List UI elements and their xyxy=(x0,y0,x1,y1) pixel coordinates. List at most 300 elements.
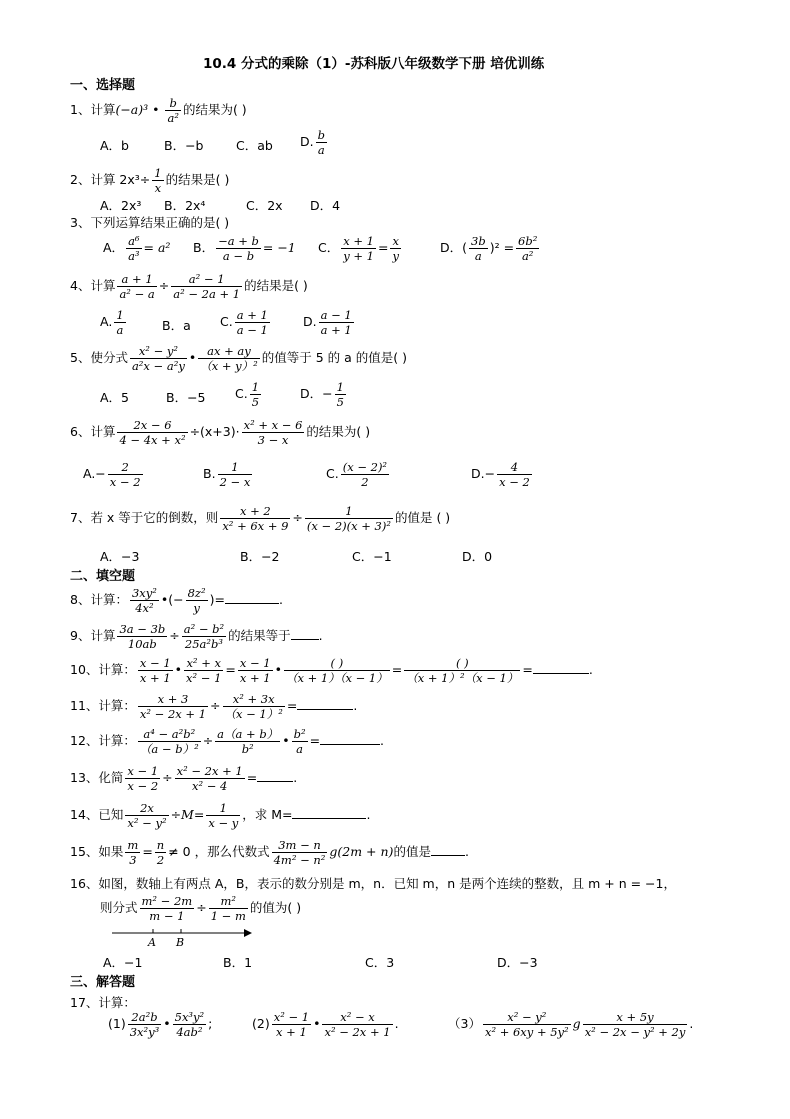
math-text: x² − y² xyxy=(483,1010,571,1025)
q3-option-a[interactable] xyxy=(103,234,170,263)
math-text: 2 xyxy=(108,460,143,475)
math-text: 8、计算： xyxy=(70,592,128,607)
q1-suffix: 的结果为( ) xyxy=(182,102,247,117)
fraction xyxy=(497,460,532,489)
fraction xyxy=(284,656,390,685)
math-text: x² − 2x + 1 xyxy=(176,764,243,778)
math-text: 9、计算 xyxy=(70,628,116,643)
math-text: = xyxy=(378,240,389,255)
math-text: x² + x − 6 xyxy=(243,418,303,432)
math-text: ax + ay xyxy=(198,344,260,359)
q9-answer-blank[interactable] xyxy=(291,639,319,640)
math-text: . xyxy=(394,1016,399,1031)
math-text: g(2m + n) xyxy=(329,844,394,859)
q6-option-d[interactable] xyxy=(471,460,534,489)
fraction xyxy=(238,656,273,685)
math-text: = a² xyxy=(143,240,171,255)
q17-part-1 xyxy=(108,1010,212,1039)
q2-frac-num: 1 xyxy=(154,166,162,180)
math-text: = xyxy=(391,662,403,677)
math-text: )² = xyxy=(489,240,515,255)
math-text: x − 2 xyxy=(499,475,530,489)
math-text: x² + x xyxy=(184,656,223,671)
q4-options xyxy=(100,308,420,342)
question-2 xyxy=(70,166,229,195)
math-text: 的值是 ( ) xyxy=(394,510,451,525)
q2-option-d[interactable]: D．4 xyxy=(310,198,341,213)
fraction xyxy=(316,128,327,157)
math-text: ÷ xyxy=(196,900,207,915)
q13-answer-blank[interactable] xyxy=(257,781,293,782)
math-text: 4 − 4x + x² xyxy=(119,433,186,447)
math-text: ÷ xyxy=(292,510,303,525)
fraction xyxy=(319,308,354,337)
math-text: （x + y）² xyxy=(200,359,258,373)
question-6 xyxy=(70,418,370,447)
q6-option-b[interactable] xyxy=(203,460,254,489)
fraction xyxy=(171,272,242,301)
fraction xyxy=(305,504,393,533)
q12-answer-blank[interactable] xyxy=(320,744,380,745)
page-title: 10.4 分式的乘除（1）-苏科版八年级数学下册 培优训练 xyxy=(203,56,545,72)
math-text: 5x³y² xyxy=(174,1010,205,1024)
math-text: . xyxy=(588,662,593,677)
fraction xyxy=(516,234,539,263)
fraction xyxy=(130,344,187,373)
math-text: ≠ 0 ，那么代数式 xyxy=(168,844,270,859)
math-text: m² − 2m xyxy=(141,894,193,908)
math-text: x² − 1 xyxy=(273,1010,310,1024)
q8-answer-blank[interactable] xyxy=(225,603,279,604)
number-line-label-a: A xyxy=(148,936,156,949)
math-text: 7、若 x 等于它的倒数，则 xyxy=(70,510,219,525)
q1-option-d-label: D. xyxy=(300,134,314,149)
math-text: b² xyxy=(293,727,306,741)
math-text: 13、化简 xyxy=(70,770,124,785)
math-text: C. xyxy=(220,314,233,329)
math-text: D.− xyxy=(471,466,496,481)
math-text: b² xyxy=(241,742,254,756)
q6-option-c[interactable] xyxy=(326,460,391,489)
fraction xyxy=(218,460,253,489)
q11-answer-blank[interactable] xyxy=(297,709,353,710)
fraction xyxy=(242,418,305,447)
math-text: (x − 2)(x + 3)² xyxy=(306,519,391,533)
fraction xyxy=(125,801,168,830)
math-text: 5、使分式 xyxy=(70,350,128,365)
fraction xyxy=(108,460,143,489)
q1-option-c[interactable]: C．ab xyxy=(236,138,273,153)
q3-option-d[interactable] xyxy=(440,234,541,263)
q16-option-b[interactable]: B．1 xyxy=(223,955,253,970)
math-text: 2 − x xyxy=(219,475,251,489)
q17-part-3 xyxy=(448,1010,693,1039)
question-1 xyxy=(70,96,247,125)
q4-option-b[interactable]: B．a xyxy=(162,318,191,333)
math-text: （3） xyxy=(448,1016,481,1031)
math-text: x xyxy=(392,234,399,248)
q1-frac-num: b xyxy=(165,96,180,111)
fraction xyxy=(128,1010,162,1039)
fraction xyxy=(155,838,166,867)
q10-blank-1[interactable]: ( ) xyxy=(284,656,390,671)
section-solve: 三、解答题 xyxy=(70,975,136,990)
number-line-arrow-icon xyxy=(244,929,252,937)
math-text: 2 xyxy=(156,853,165,867)
q16-option-a[interactable]: A．−1 xyxy=(103,955,143,970)
fraction xyxy=(138,656,173,685)
math-text: 1 xyxy=(206,801,240,816)
fraction xyxy=(175,764,245,793)
fraction xyxy=(182,622,226,651)
question-8 xyxy=(70,586,283,615)
q4-option-d[interactable] xyxy=(303,308,356,337)
math-text: . xyxy=(293,770,298,785)
q16-options xyxy=(103,953,563,969)
math-text: x² − x xyxy=(322,1010,392,1025)
question-16-line-1: 16、如图，数轴上有两点 A，B，表示的数分别是 m，n．已知 m，n 是两个连续的整数，且 m + n = −1， xyxy=(70,876,676,891)
fraction xyxy=(209,894,248,923)
fraction xyxy=(114,308,125,337)
question-12 xyxy=(70,727,384,756)
fraction xyxy=(583,1010,688,1039)
math-text: a³ xyxy=(128,249,140,263)
q2-text: 2、计算 2x³÷ xyxy=(70,172,151,187)
fraction xyxy=(125,838,140,867)
math-text: (1) xyxy=(108,1016,126,1031)
q5-option-c[interactable] xyxy=(235,380,263,409)
math-text: x + 2 xyxy=(220,504,290,519)
q7-option-c[interactable]: C．−1 xyxy=(352,549,392,564)
math-text: x² − 2x + 1 xyxy=(139,707,207,721)
math-text: a − 1 xyxy=(320,308,352,322)
math-text: a + 1 xyxy=(320,323,352,337)
math-text: 25a²b³ xyxy=(184,637,223,651)
q14-answer-blank[interactable] xyxy=(292,818,366,819)
math-text: x² − y² xyxy=(127,816,167,830)
fraction xyxy=(215,727,280,756)
math-text: 2x − 6 xyxy=(117,418,187,433)
math-text: x + 1 xyxy=(276,1025,307,1039)
math-text: C. xyxy=(235,386,248,401)
question-9 xyxy=(70,622,323,651)
q1-fraction xyxy=(165,96,180,125)
q17-part-2 xyxy=(252,1010,399,1039)
question-15 xyxy=(70,838,469,867)
math-text: ，求 M= xyxy=(242,807,293,822)
math-text: a xyxy=(116,323,124,337)
fraction xyxy=(216,234,261,263)
math-text: x − 1 xyxy=(239,656,271,670)
math-text: x − 1 xyxy=(127,764,159,778)
q1-option-a[interactable]: A．b xyxy=(100,138,129,153)
q7-option-d[interactable]: D．0 xyxy=(462,549,493,564)
fraction xyxy=(223,692,285,721)
math-text: y xyxy=(193,601,200,615)
math-text: = −1 xyxy=(262,240,296,255)
q6-option-a[interactable] xyxy=(83,460,145,489)
math-text: • xyxy=(174,662,183,677)
q1-option-d[interactable] xyxy=(300,128,329,157)
math-text: （x + 1）²（x − 1） xyxy=(406,671,519,685)
math-text: x² + 6x + 9 xyxy=(222,519,289,533)
math-text: a² − b² xyxy=(183,622,225,636)
q6-options xyxy=(83,460,553,496)
math-text: (2) xyxy=(252,1016,270,1031)
math-text: = xyxy=(246,770,258,785)
math-text: 3 xyxy=(129,853,137,867)
math-text: 15、如果 xyxy=(70,844,124,859)
math-text: = xyxy=(225,662,236,677)
fraction xyxy=(341,460,389,489)
math-text: y xyxy=(392,249,399,263)
math-text: 4 xyxy=(497,460,532,475)
q15-answer-blank[interactable] xyxy=(431,855,465,856)
math-text: 的值是 xyxy=(393,844,431,859)
q3-options xyxy=(103,234,663,268)
q5-option-b[interactable]: B．−5 xyxy=(166,390,206,405)
math-text: 1 xyxy=(305,504,393,519)
math-text: 2 xyxy=(361,475,369,489)
q5-option-d[interactable] xyxy=(300,380,348,409)
fraction xyxy=(152,166,163,195)
math-text: ÷M= xyxy=(170,807,205,822)
math-text: x² − y² xyxy=(130,344,187,359)
math-text: . xyxy=(318,628,323,643)
math-text: a − b xyxy=(222,249,255,263)
fraction xyxy=(206,801,240,830)
question-7 xyxy=(70,504,450,533)
math-text: . xyxy=(689,1016,694,1031)
math-text: a + 1 xyxy=(236,308,268,322)
fraction xyxy=(235,308,270,337)
q1-frac-den: a² xyxy=(167,111,179,125)
fraction xyxy=(130,586,159,615)
q7-option-a[interactable]: A．−3 xyxy=(100,549,140,564)
math-text: x − 2 xyxy=(127,779,159,793)
fraction xyxy=(117,272,156,301)
math-text: = xyxy=(309,733,321,748)
fraction xyxy=(272,838,328,867)
math-text: B． xyxy=(193,240,215,255)
math-text: a（a + b） xyxy=(217,727,279,741)
q16-option-d[interactable]: D．−3 xyxy=(497,955,538,970)
q3-option-b[interactable] xyxy=(193,234,296,263)
fraction xyxy=(272,1010,311,1039)
math-text: m² xyxy=(209,894,248,909)
math-text: . xyxy=(464,844,469,859)
math-text: 的值为( ) xyxy=(249,900,302,915)
q1-expr: (−a)³ • xyxy=(115,102,164,117)
number-line-figure xyxy=(108,924,258,950)
question-10 xyxy=(70,656,593,685)
math-text: 3b xyxy=(471,234,486,248)
math-text: a − 1 xyxy=(236,323,268,337)
fraction xyxy=(173,1010,207,1039)
math-text: ÷ xyxy=(202,733,214,748)
math-text: ÷ xyxy=(169,628,180,643)
fraction xyxy=(138,692,208,721)
q10-answer-blank[interactable] xyxy=(533,673,589,674)
math-text: a² xyxy=(521,249,534,263)
math-text: 6b² xyxy=(518,234,538,248)
math-text: 的结果等于 xyxy=(228,628,291,643)
fraction xyxy=(184,656,223,685)
q4-option-a[interactable] xyxy=(100,308,128,337)
math-text: x − 1 xyxy=(139,656,171,670)
math-text: = xyxy=(142,844,153,859)
math-text: a⁴ − a²b² xyxy=(138,727,201,742)
fraction xyxy=(220,504,290,533)
math-text: A. xyxy=(100,314,113,329)
question-3: 3、下列运算结果正确的是( ) xyxy=(70,215,230,230)
math-text: 则分式 xyxy=(100,900,138,915)
math-text: 的结果是( ) xyxy=(244,278,308,293)
math-text: 4ab² xyxy=(176,1025,203,1039)
math-text: C. xyxy=(326,466,339,481)
math-text: . xyxy=(380,733,385,748)
fraction xyxy=(117,418,187,447)
math-text: B. xyxy=(203,466,216,481)
math-text: x + 5y xyxy=(583,1010,688,1025)
math-text: x² − 2x + 1 xyxy=(324,1025,391,1039)
math-text: 10ab xyxy=(127,637,157,651)
math-text: a⁶ xyxy=(128,234,140,248)
q4-option-c[interactable] xyxy=(220,308,272,337)
q5-options xyxy=(100,380,420,414)
math-text: 10、计算： xyxy=(70,662,136,677)
math-text: . xyxy=(353,698,358,713)
math-text: C． xyxy=(318,240,340,255)
fraction xyxy=(186,586,208,615)
fraction xyxy=(390,234,401,263)
math-text: • xyxy=(282,733,290,748)
fraction xyxy=(126,234,141,263)
math-text: a xyxy=(296,742,303,756)
fraction xyxy=(250,380,261,409)
math-text: • xyxy=(163,1016,171,1031)
math-text: 5 xyxy=(251,395,260,409)
math-text: 3a − 3b xyxy=(119,622,166,636)
q2-suffix: 的结果是( ) xyxy=(165,172,230,187)
math-text: y + 1 xyxy=(343,249,374,263)
math-text: ÷(x+3)· xyxy=(189,424,240,439)
math-text: ; xyxy=(208,1016,213,1031)
math-text: 1 xyxy=(336,380,344,394)
math-text: •(− xyxy=(160,592,184,607)
fraction xyxy=(138,727,201,756)
math-text: . xyxy=(278,592,283,607)
q1-option-b[interactable]: B．−b xyxy=(164,138,204,153)
question-14 xyxy=(70,801,370,830)
math-text: 4x² xyxy=(135,601,154,615)
q5-option-a[interactable]: A．5 xyxy=(100,390,130,405)
math-text: a² − 2a + 1 xyxy=(173,287,241,301)
math-text: a² − a xyxy=(119,287,155,301)
number-line-label-b: B xyxy=(176,936,185,949)
fraction xyxy=(140,894,195,923)
math-text: )= xyxy=(209,592,225,607)
math-text: D．( xyxy=(440,240,468,255)
math-text: 4、计算 xyxy=(70,278,116,293)
section-choice: 一、选择题 xyxy=(70,78,136,93)
q10-blank-2[interactable]: ( ) xyxy=(404,656,520,671)
fraction xyxy=(322,1010,392,1039)
math-text: x − 2 xyxy=(109,475,141,489)
q16-option-c[interactable]: C．3 xyxy=(365,955,395,970)
math-text: 的结果为( ) xyxy=(306,424,371,439)
math-text: x² + 3x xyxy=(223,692,285,707)
math-text: x + 3 xyxy=(138,692,208,707)
question-16-line-2 xyxy=(100,894,301,923)
q7-option-b[interactable]: B．−2 xyxy=(240,549,280,564)
math-text: 3x²y³ xyxy=(129,1025,160,1039)
q1-option-d-den: a xyxy=(317,143,325,157)
q1-option-d-num: b xyxy=(317,128,325,142)
q3-option-c[interactable] xyxy=(318,234,403,263)
math-text: A.− xyxy=(83,466,106,481)
math-text: ÷ xyxy=(210,698,221,713)
math-text: x + 1 xyxy=(341,234,376,249)
math-text: a xyxy=(474,249,482,263)
fraction xyxy=(483,1010,571,1039)
q2-frac-den: x xyxy=(154,181,162,195)
fraction xyxy=(292,727,308,756)
math-text: x² − 4 xyxy=(192,779,228,793)
fraction xyxy=(341,234,376,263)
fraction xyxy=(125,764,160,793)
math-text: 5 xyxy=(336,395,344,409)
math-text: A． xyxy=(103,240,125,255)
q7-options xyxy=(100,547,520,563)
question-11 xyxy=(70,692,357,721)
math-text: （x + 1）（x − 1） xyxy=(286,671,388,685)
math-text: （x − 1）² xyxy=(224,707,283,721)
math-text: (x − 2)² xyxy=(342,460,388,474)
math-text: 11、计算： xyxy=(70,698,136,713)
math-text: 1 − m xyxy=(210,909,246,923)
q2-option-a[interactable]: A．2x³ xyxy=(100,198,142,213)
math-text: = xyxy=(522,662,533,677)
q2-options xyxy=(100,196,400,212)
math-text: （a − b）² xyxy=(139,742,199,756)
math-text: x + 1 xyxy=(239,671,271,685)
math-text: x² + 6xy + 5y² xyxy=(484,1025,569,1039)
q1-prefix: 1、计算 xyxy=(70,102,116,117)
math-text: 1 xyxy=(116,308,124,322)
math-text: ÷ xyxy=(162,770,173,785)
math-text: g xyxy=(572,1016,581,1031)
math-text: D. xyxy=(303,314,317,329)
math-text: x − y xyxy=(208,816,239,830)
math-text: 2x xyxy=(125,801,168,816)
math-text: 1 xyxy=(218,460,253,475)
math-text: a² − 1 xyxy=(171,272,242,287)
math-text: = xyxy=(286,698,298,713)
math-text: m xyxy=(127,838,139,852)
q1-options xyxy=(100,128,400,162)
math-text: m − 1 xyxy=(149,909,185,923)
q2-option-b[interactable]: B．2x⁴ xyxy=(164,198,206,213)
question-4 xyxy=(70,272,308,301)
math-text: 4m² − n² xyxy=(273,853,326,867)
q2-option-c[interactable]: C．2x xyxy=(246,198,283,213)
math-text: x² − 1 xyxy=(186,671,222,685)
math-text: . xyxy=(366,807,371,822)
math-text: a²x − a²y xyxy=(131,359,185,373)
math-text: • xyxy=(274,662,282,677)
fraction xyxy=(404,656,520,685)
